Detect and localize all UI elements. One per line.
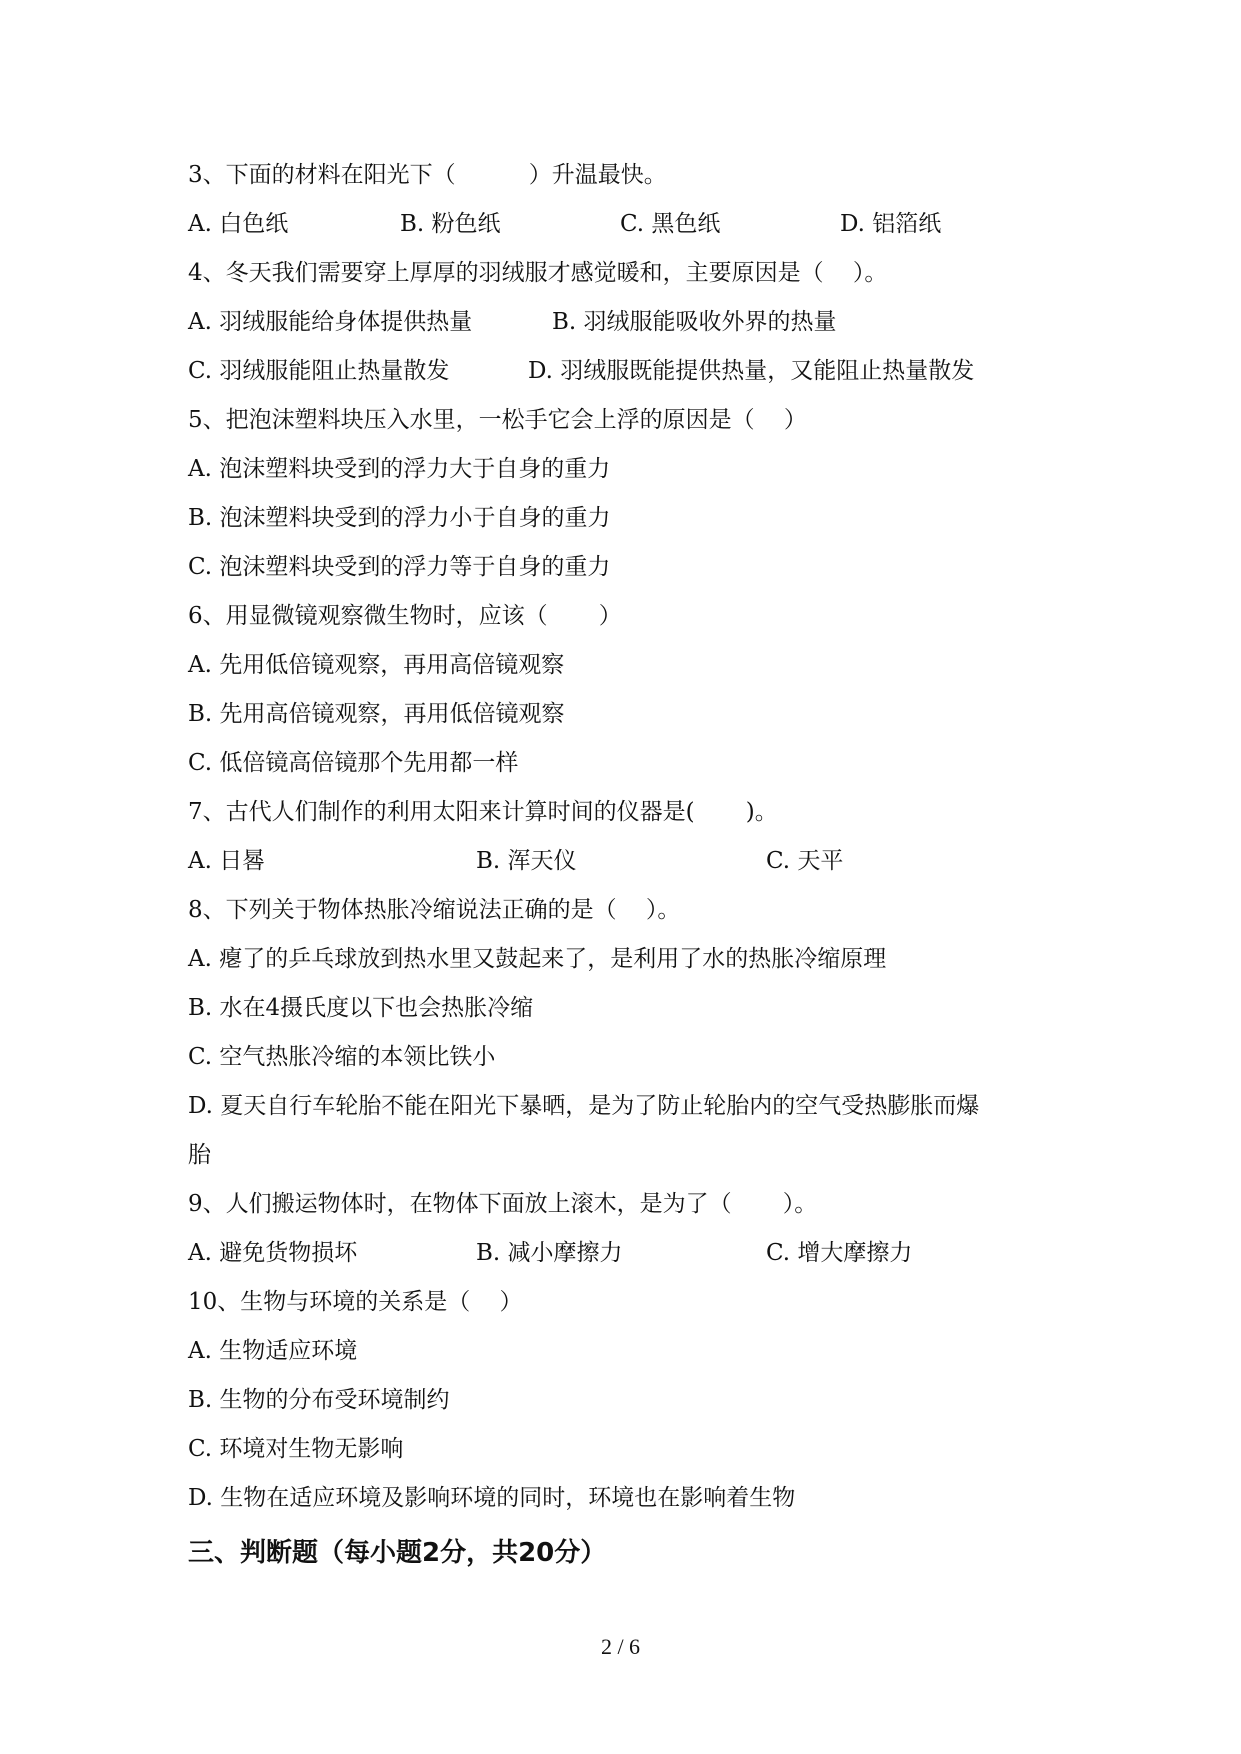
option-a: A. 日晷	[188, 848, 266, 874]
option-b: B. 粉色纸	[400, 211, 501, 237]
option-b: B. 羽绒服能吸收外界的热量	[552, 309, 837, 335]
option-c: C. 增大摩擦力	[766, 1240, 913, 1266]
question-3-stem: 3、下面的材料在阳光下（ ）升温最快。	[188, 162, 667, 188]
question-8-option-c: C. 空气热胀冷缩的本领比铁小	[188, 1044, 496, 1070]
option-b: B. 浑天仪	[476, 848, 577, 874]
question-8-option-a: A. 瘪了的乒乓球放到热水里又鼓起来了，是利用了水的热胀冷缩原理	[188, 946, 887, 972]
question-8-option-d: D. 夏天自行车轮胎不能在阳光下暴晒，是为了防止轮胎内的空气受热膨胀而爆	[188, 1093, 980, 1119]
question-10-stem: 10、生物与环境的关系是（ ）	[188, 1289, 523, 1315]
question-5-option-c: C. 泡沫塑料块受到的浮力等于自身的重力	[188, 554, 611, 580]
page-number: 2 / 6	[600, 1634, 641, 1659]
question-6-option-c: C. 低倍镜高倍镜那个先用都一样	[188, 750, 519, 776]
question-5-option-b: B. 泡沫塑料块受到的浮力小于自身的重力	[188, 505, 611, 531]
question-10-option-d: D. 生物在适应环境及影响环境的同时，环境也在影响着生物	[188, 1485, 796, 1511]
option-c: C. 黑色纸	[620, 211, 721, 237]
option-a: A. 羽绒服能给身体提供热量	[188, 309, 473, 335]
question-8-stem: 8、下列关于物体热胀冷缩说法正确的是（ ）。	[188, 897, 681, 923]
option-a: A. 避免货物损坏	[188, 1240, 358, 1266]
question-8-option-d-continued: 胎	[188, 1142, 211, 1168]
question-10-option-a: A. 生物适应环境	[188, 1338, 358, 1364]
question-4-stem: 4、冬天我们需要穿上厚厚的羽绒服才感觉暖和，主要原因是（ ）。	[188, 260, 888, 286]
question-6-stem: 6、用显微镜观察微生物时，应该（ ）	[188, 603, 622, 629]
question-6-option-a: A. 先用低倍镜观察，再用高倍镜观察	[188, 652, 565, 678]
question-8-option-b: B. 水在4摄氏度以下也会热胀冷缩	[188, 995, 534, 1021]
question-5-option-a: A. 泡沫塑料块受到的浮力大于自身的重力	[188, 456, 611, 482]
question-5-stem: 5、把泡沫塑料块压入水里，一松手它会上浮的原因是（ ）	[188, 407, 807, 433]
option-d: D. 羽绒服既能提供热量，又能阻止热量散发	[528, 358, 975, 384]
question-6-option-b: B. 先用高倍镜观察，再用低倍镜观察	[188, 701, 565, 727]
question-10-option-c: C. 环境对生物无影响	[188, 1436, 404, 1462]
section-3-heading: 三、判断题（每小题2分，共20分）	[188, 1538, 607, 1568]
question-9-stem: 9、人们搬运物体时，在物体下面放上滚木，是为了（ ）。	[188, 1191, 818, 1217]
option-d: D. 铝箔纸	[840, 211, 942, 237]
option-a: A. 白色纸	[188, 211, 289, 237]
option-c: C. 天平	[766, 848, 844, 874]
question-7-stem: 7、古代人们制作的利用太阳来计算时间的仪器是( )。	[188, 799, 778, 825]
option-c: C. 羽绒服能阻止热量散发	[188, 358, 450, 384]
option-b: B. 减小摩擦力	[476, 1240, 623, 1266]
question-10-option-b: B. 生物的分布受环境制约	[188, 1387, 450, 1413]
